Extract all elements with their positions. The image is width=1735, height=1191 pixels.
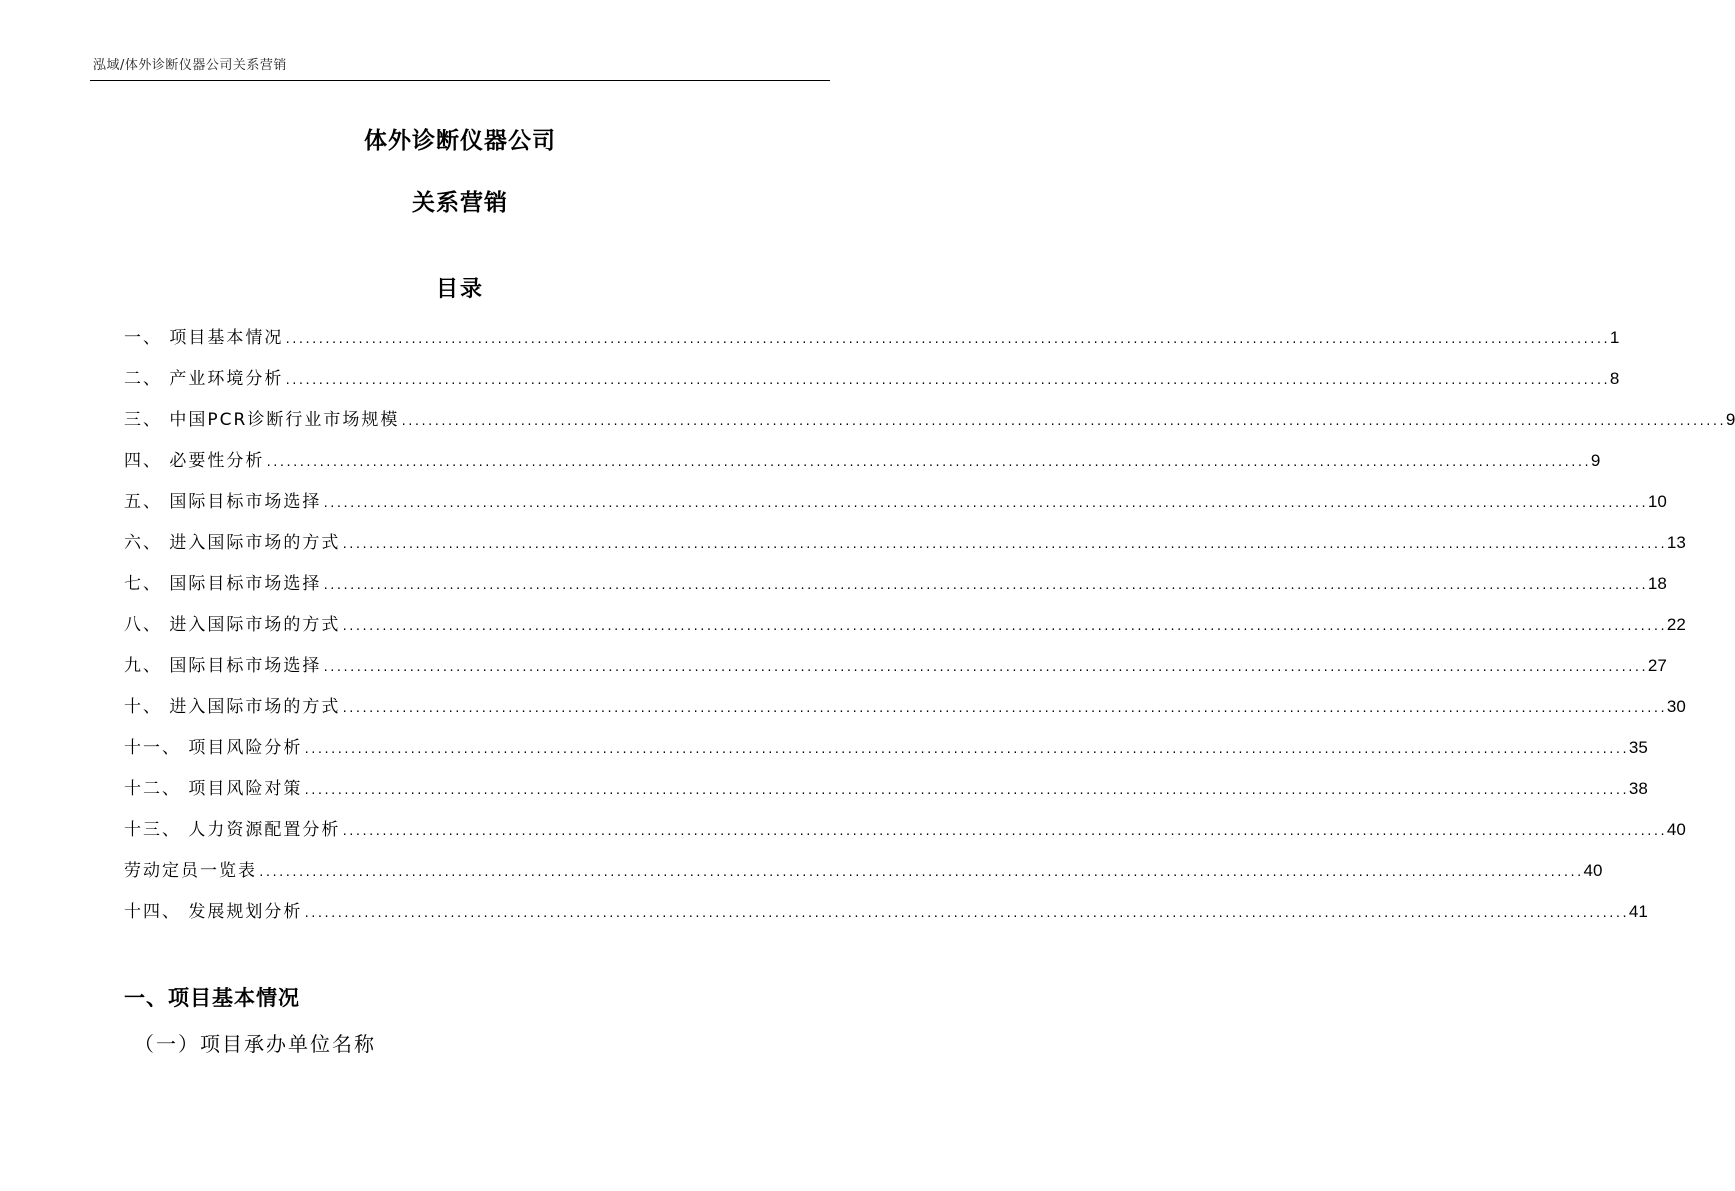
toc-leader-dots: ........................................................................................................................................................................................................ (341, 825, 1666, 838)
toc-entry[interactable] (124, 404, 1735, 445)
toc-leader-dots: ........................................................................................................................................................................................................ (284, 374, 1609, 387)
toc-entry-label: 二、 产业环境分析 (124, 369, 284, 389)
toc-entry-page: 10 (1647, 492, 1667, 511)
toc-entry-label: 十二、 项目风险对策 (124, 779, 303, 799)
toc-entry-label: 四、 必要性分析 (124, 451, 265, 471)
toc-leader-dots: ........................................................................................................................................................................................................ (303, 907, 1628, 920)
toc-entry[interactable] (124, 855, 1603, 896)
toc-entry-page: 18 (1647, 574, 1667, 593)
toc-leader-dots: ........................................................................................................................................................................................................ (341, 702, 1666, 715)
toc-entry[interactable] (124, 896, 1648, 937)
running-header: 泓域/体外诊断仪器公司关系营销 (93, 58, 287, 73)
toc-entry-label: 十、 进入国际市场的方式 (124, 697, 341, 717)
toc-entry[interactable] (124, 445, 1601, 486)
toc-entry-page: 9 (1590, 451, 1601, 470)
document-title: 体外诊断仪器公司 (364, 128, 556, 154)
toc-entry-label: 十四、 发展规划分析 (124, 902, 303, 922)
toc-entry-label: 十一、 项目风险分析 (124, 738, 303, 758)
toc-entry[interactable] (124, 814, 1686, 855)
toc-leader-dots: ........................................................................................................................................................................................................ (341, 620, 1666, 633)
toc-leader-dots: ........................................................................................................................................................................................................ (322, 579, 1647, 592)
toc-leader-dots: ........................................................................................................................................................................................................ (303, 784, 1628, 797)
toc-entry-page: 41 (1628, 902, 1648, 921)
toc-entry-label: 七、 国际目标市场选择 (124, 574, 322, 594)
toc-entry-page: 9 (1725, 410, 1735, 429)
toc-entry-page: 1 (1609, 328, 1620, 347)
toc-entry[interactable] (124, 773, 1648, 814)
toc-entry-label: 五、 国际目标市场选择 (124, 492, 322, 512)
toc-entry-page: 40 (1666, 820, 1686, 839)
toc-entry-label: 十三、 人力资源配置分析 (124, 820, 341, 840)
toc-entry-page: 40 (1583, 861, 1603, 880)
toc-entry-label: 六、 进入国际市场的方式 (124, 533, 341, 553)
toc-entry-page: 35 (1628, 738, 1648, 757)
toc-entry-page: 30 (1666, 697, 1686, 716)
toc-entry-label: 劳动定员一览表 (124, 861, 257, 881)
toc-leader-dots: ........................................................................................................................................................................................................ (303, 743, 1628, 756)
toc-entry-page: 27 (1647, 656, 1667, 675)
subsection-heading: （一）项目承办单位名称 (134, 1032, 376, 1056)
toc-heading: 目录 (435, 277, 484, 302)
toc-entry-label: 三、 中国PCR诊断行业市场规模 (124, 410, 400, 430)
toc-entry[interactable] (124, 650, 1667, 691)
toc-leader-dots: ........................................................................................................................................................................................................ (265, 456, 1590, 469)
toc-leader-dots: ........................................................................................................................................................................................................ (341, 538, 1666, 551)
toc-entry-label: 八、 进入国际市场的方式 (124, 615, 341, 635)
toc-entry[interactable] (124, 486, 1667, 527)
toc-entry-label: 九、 国际目标市场选择 (124, 656, 322, 676)
toc-leader-dots: ........................................................................................................................................................................................................ (284, 333, 1609, 346)
toc-entry[interactable] (124, 322, 1620, 363)
toc-leader-dots: ........................................................................................................................................................................................................ (322, 661, 1647, 674)
toc-leader-dots: ........................................................................................................................................................................................................ (258, 866, 1583, 879)
toc-entry[interactable] (124, 568, 1667, 609)
toc-entry[interactable] (124, 363, 1620, 404)
toc-entry-page: 22 (1666, 615, 1686, 634)
table-of-contents (124, 322, 1735, 937)
toc-leader-dots: ........................................................................................................................................................................................................ (400, 415, 1725, 428)
toc-entry[interactable] (124, 609, 1686, 650)
toc-entry-label: 一、 项目基本情况 (124, 328, 284, 348)
toc-entry-page: 38 (1628, 779, 1648, 798)
toc-entry-page: 13 (1666, 533, 1686, 552)
header-divider (90, 80, 830, 81)
toc-entry[interactable] (124, 691, 1686, 732)
toc-leader-dots: ........................................................................................................................................................................................................ (322, 497, 1647, 510)
toc-entry[interactable] (124, 527, 1686, 568)
document-subtitle: 关系营销 (412, 190, 508, 216)
toc-entry-page: 8 (1609, 369, 1620, 388)
section-heading: 一、项目基本情况 (124, 986, 300, 1010)
toc-entry[interactable] (124, 732, 1648, 773)
